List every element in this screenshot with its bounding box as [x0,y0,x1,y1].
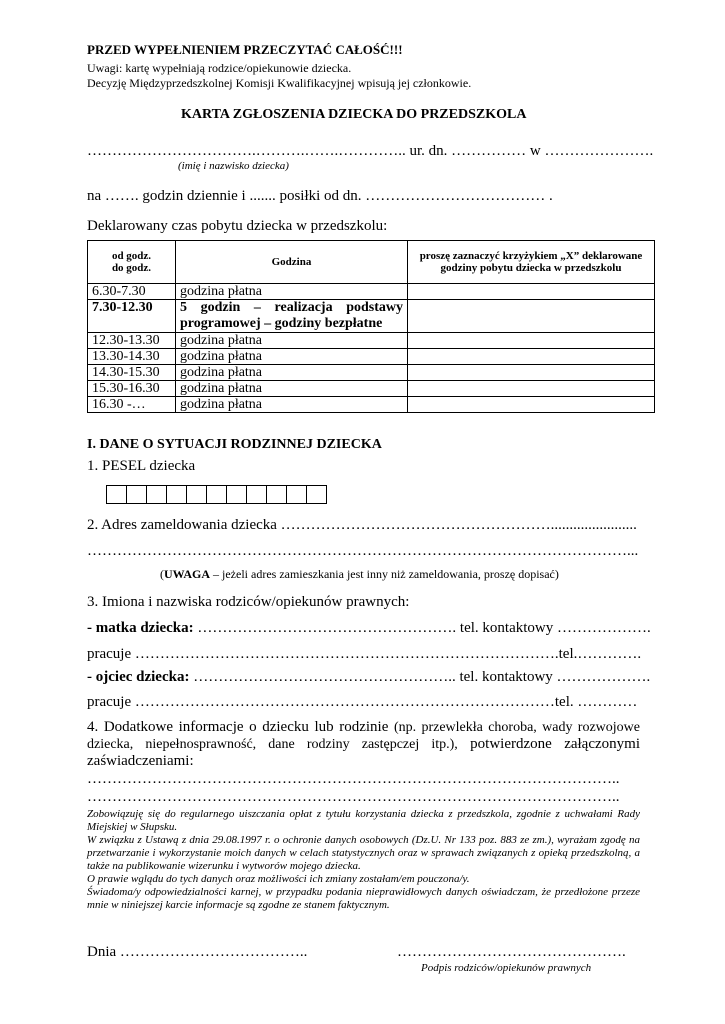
declarations [87,808,640,912]
note-line-1: Uwagi: kartę wypełniają rodzice/opiekunowie dziecka. [87,61,352,75]
time-cell: 7.30-12.30 [88,300,176,333]
label-cell: godzina płatna [176,397,408,413]
time-cell: 15.30-16.30 [88,381,176,397]
label-cell: godzina płatna [176,333,408,349]
address-note: (UWAGA – jeżeli adres zamieszkania jest inny niż zameldowania, proszę dopisać) [160,567,559,581]
date-field[interactable]: Dnia ……………………………….. [87,944,308,960]
mark-cell[interactable] [408,365,655,381]
mark-cell[interactable] [408,349,655,365]
time-cell: 14.30-15.30 [88,365,176,381]
section-title: I. DANE O SYTUACJI RODZINNEJ DZIECKA [87,437,382,452]
declaration-access-right: O prawie wglądu do tych danych oraz możliwości ich zmiany zostałam/em pouczona/y. [87,873,470,885]
table-row [88,284,655,300]
declaration-truth: Świadoma/y odpowiedzialności karnej, w przypadku podania nieprawidłowych danych oświadczam, że przedłożone przeze mnie w niniejszej karcie informacje są zgodne ze stanem faktycznym. [87,886,640,911]
mark-cell[interactable] [408,333,655,349]
address-field[interactable]: 2. Adres zameldowania dziecka ………………………………………………....................... [87,517,637,533]
extra-info-field-line1[interactable]: …………………………………………………………………………………………….. [87,771,620,787]
mother-work-field[interactable]: pracuje ………………………………………………………………………….tel.…………. [87,646,642,662]
time-cell: 12.30-13.30 [88,333,176,349]
col-time-header: od godz. do godz. [88,241,176,284]
declared-time-label: Deklarowany czas pobytu dziecka w przedszkolu: [87,218,388,234]
table-row [88,349,655,365]
label-cell: godzina płatna [176,381,408,397]
table-row [88,397,655,413]
mark-cell[interactable] [408,300,655,333]
table-row [88,381,655,397]
mark-cell[interactable] [408,284,655,300]
mark-cell[interactable] [408,381,655,397]
mother-field[interactable]: - matka dziecka: ……………………………………………. tel. kontaktowy ………………. [87,620,651,636]
page-title: KARTA ZGŁOSZENIA DZIECKA DO PRZEDSZKOLA [181,107,527,122]
time-cell: 13.30-14.30 [88,349,176,365]
pesel-label: 1. PESEL dziecka [87,458,196,474]
time-cell: 6.30-7.30 [88,284,176,300]
table-row [88,365,655,381]
col-mark-header: proszę zaznaczyć krzyżykiem „X” deklarowane godziny pobytu dziecka w przedszkolu [408,241,655,284]
table-row [88,333,655,349]
father-field[interactable]: - ojciec dziecka: …………………………………………….. tel. kontaktowy ………………. [87,669,651,685]
extra-info-field-line2[interactable]: …………………………………………………………………………………………….. [87,789,620,805]
child-name-caption: (imię i nazwisko dziecka) [178,160,289,172]
warning-heading: PRZED WYPEŁNIENIEM PRZECZYTAĆ CAŁOŚĆ!!! [87,42,403,57]
pesel-input[interactable] [107,485,327,504]
table-row [88,300,655,333]
declaration-data-consent: W związku z Ustawą z dnia 29.08.1997 r. o ochronie danych osobowych (Dz.U. Nr 133 poz. 883 ze zm.), wyrażam zgodę na przetwarzanie i wykorzystanie moich danych w celach statystycznych oraz w sprawach związanych z opieką przedszkolną, a także na publikowanie wizerunku i wytworów mojego dziecka. [87,834,640,872]
label-cell: godzina płatna [176,284,408,300]
label-cell: godzina płatna [176,349,408,365]
note-line-2: Decyzję Międzyprzedszkolnej Komisji Kwalifikacyjnej wpisują jej członkowie. [87,76,472,90]
child-name-field[interactable]: …………………………….……….…….………….. ur. dn. …………… w …………………. [87,143,654,159]
col-hour-header: Godzina [176,241,408,284]
label-cell: godzina płatna [176,365,408,381]
time-cell: 16.30 -… [88,397,176,413]
father-work-field[interactable]: pracuje …………………………………………………………………………tel. ………… [87,694,638,710]
table-header-row [88,241,655,284]
signature-field[interactable]: ………………………………………. [397,944,626,960]
signature-caption: Podpis rodziców/opiekunów prawnych [421,962,592,974]
parents-label: 3. Imiona i nazwiska rodziców/opiekunów prawnych: [87,594,410,610]
address-field-line2[interactable]: ………………………………………………………………………………………………... [87,543,639,559]
label-cell: 5 godzin – realizacja podstawy programowej – godziny bezpłatne [176,300,408,333]
mark-cell[interactable] [408,397,655,413]
extra-info-label: 4. Dodatkowe informacje o dziecku lub rodzinie (np. przewlekła choroba, wady rozwojowe dziecka, niepełnosprawność, dane rodziny zastępczej itp.), potwierdzone załączonymi zaświadczeniami: [87,719,640,769]
declaration-fees: Zobowiązuję się do regularnego uiszczania opłat z tytułu korzystania dziecka z przedszkola, zgodnie z uchwałami Rady Miejskiej w Słupsku. [87,808,640,833]
hours-table [87,240,655,413]
hours-meals-field[interactable]: na ……. godzin dziennie i ....... posiłki od dn. ……………………………… . [87,188,553,204]
